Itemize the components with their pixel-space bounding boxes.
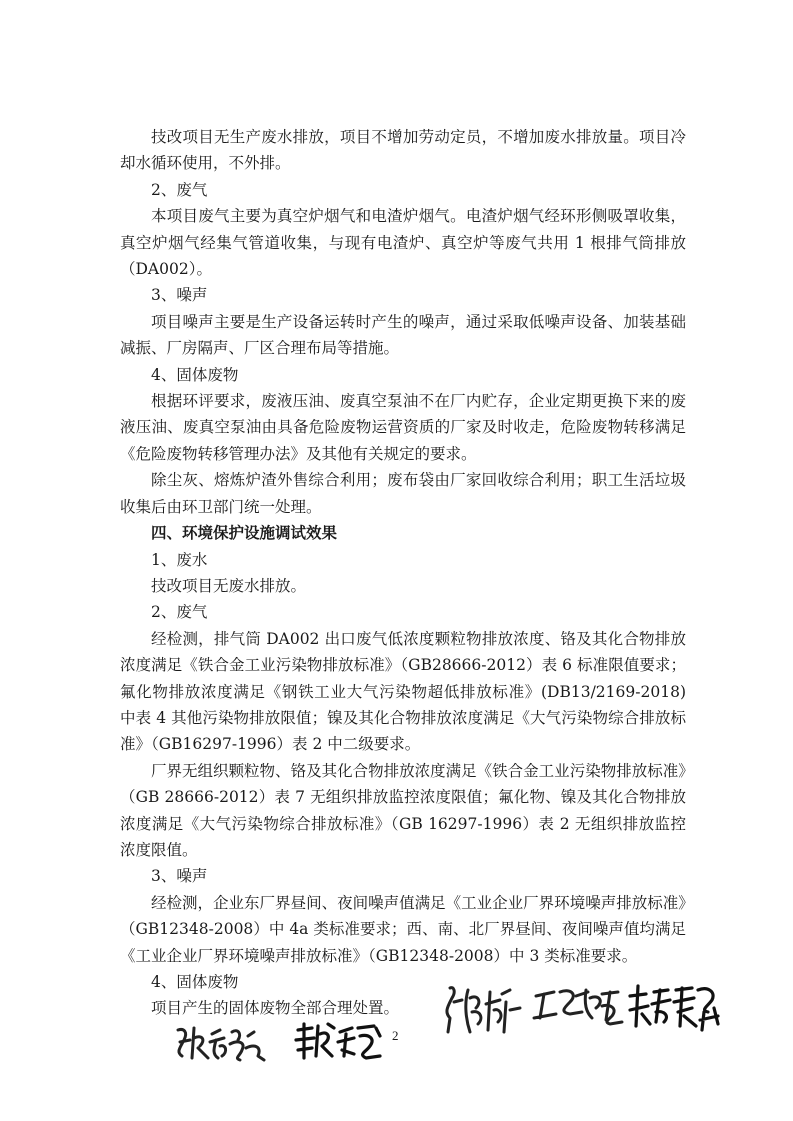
section-heading-4: 四、环境保护设施调试效果: [151, 523, 338, 543]
paragraph-1: 技改项目无生产废水排放，项目不增加劳动定员，不增加废水排放量。项目冷却水循环使用，不外排。: [120, 128, 686, 173]
signature-2: [292, 1016, 384, 1066]
paragraph-9: 经检测，企业东厂界昼间、夜间噪声值满足《工业企业厂界环境噪声排放标准》（GB12348-2008）中 4a 类标准要求；西、南、北厂界昼间、夜间噪声值均满足《工业企业厂界环境噪声排放标准》（GB12348-2008）中 3 类标准要求。: [120, 893, 686, 965]
paragraph-4: 根据环评要求，废液压油、废真空泵油不在厂内贮存，企业定期更换下来的废液压油、废真空泵油由具备危险废物运营资质的厂家及时收走，危险废物转移满足《危险废物转移管理办法》及其他有关规定的要求。: [120, 392, 686, 463]
signature-3: [440, 980, 524, 1038]
subheading-wastewater-result: 1、废水: [151, 550, 208, 569]
subheading-exhaust: 2、废气: [151, 180, 208, 199]
subheading-noise: 3、噪声: [151, 286, 208, 305]
paragraph-8: 厂界无组织颗粒物、铬及其化合物排放浓度满足《铁合金工业污染物排放标准》（GB 28666-2012）表 7 无组织排放监控浓度限值；氟化物、镍及其化合物排放浓度满足《大气污染物综合排放标准》（GB 16297-1996）表 2 无组织排放监控浓度限值。: [120, 761, 686, 859]
signature-4: [530, 982, 626, 1028]
signature-5: [626, 980, 722, 1034]
subheading-solid-waste: 4、固体废物: [151, 365, 239, 384]
paragraph-6: 技改项目无废水排放。: [151, 576, 307, 595]
paragraph-10: 项目产生的固体废物全部合理处置。: [151, 999, 400, 1018]
page-number: 2: [392, 1028, 399, 1043]
signature-1: [170, 1018, 270, 1068]
subheading-exhaust-result: 2、废气: [151, 603, 208, 622]
paragraph-7: 经检测，排气筒 DA002 出口废气低浓度颗粒物排放浓度、铬及其化合物排放浓度满足《铁合金工业污染物排放标准》（GB28666-2012）表 6 标准限值要求；氟化物排放浓度满足《钢铁工业大气污染物超低排放标准》(DB13/2169-2018) 中表 4 其他污染物排放限值；镍及其化合物排放浓度满足《大气污染物综合排放标准》（GB16297-1996）表 2 中二级要求。: [120, 629, 686, 754]
paragraph-2: 本项目废气主要为真空炉烟气和电渣炉烟气。电渣炉烟气经环形侧吸罩收集，真空炉烟气经集气管道收集，与现有电渣炉、真空炉等废气共用 1 根排气筒排放（DA002）。: [120, 207, 686, 279]
document-body: [120, 124, 686, 1022]
subheading-noise-result: 3、噪声: [151, 867, 208, 886]
paragraph-3: 项目噪声主要是生产设备运转时产生的噪声，通过采取低噪声设备、加装基础减振、厂房隔声、厂区合理布局等措施。: [120, 312, 686, 358]
subheading-solid-waste-result: 4、固体废物: [151, 973, 239, 991]
paragraph-5: 除尘灰、熔炼炉渣外售综合利用；废布袋由厂家回收综合利用；职工生活垃圾收集后由环卫部门统一处理。: [120, 471, 686, 516]
